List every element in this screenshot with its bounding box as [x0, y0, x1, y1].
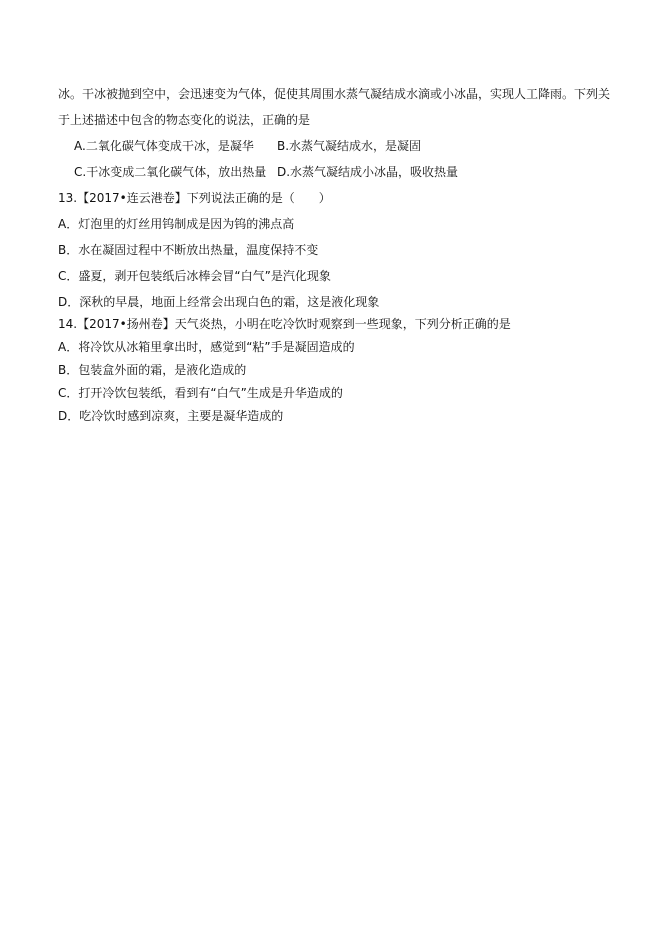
- q12-option-b: B.水蒸气凝结成水，是凝固: [277, 139, 422, 153]
- q12-options-row-1: [74, 138, 421, 154]
- q13-option-d: D．深秋的早晨，地面上经常会出现白色的霜，这是液化现象: [58, 295, 380, 309]
- q12-option-a: A.二氧化碳气体变成干冰，是凝华: [74, 139, 254, 153]
- q13-option-a: A．灯泡里的灯丝用钨制成是因为钨的沸点高: [58, 217, 295, 231]
- q14-stem: 14.【2017•扬州卷】天气炎热，小明在吃冷饮时观察到一些现象，下列分析正确的是: [58, 317, 511, 331]
- q12-options-row-2: [74, 164, 458, 180]
- intro-line-2: 于上述描述中包含的物态变化的说法，正确的是: [58, 113, 311, 127]
- q14-option-d: D．吃冷饮时感到凉爽，主要是凝华造成的: [58, 409, 284, 423]
- q13-option-b: B．水在凝固过程中不断放出热量，温度保持不变: [58, 243, 319, 257]
- q13-option-c: C．盛夏，剥开包装纸后冰棒会冒“白气”是汽化现象: [58, 269, 331, 283]
- q13-stem: 13.【2017•连云港卷】下列说法正确的是（ ）: [58, 191, 331, 205]
- q12-option-c: C.干冰变成二氧化碳气体，放出热量: [74, 165, 267, 179]
- q14-option-a: A．将冷饮从冰箱里拿出时，感觉到“粘”手是凝固造成的: [58, 340, 355, 354]
- q14-option-c: C．打开冷饮包装纸，看到有“白气”生成是升华造成的: [58, 386, 343, 400]
- q12-option-d: D.水蒸气凝结成小冰晶，吸收热量: [277, 165, 459, 179]
- intro-line-1: 冰。干冰被抛到空中，会迅速变为气体，促使其周围水蒸气凝结成水滴或小冰晶，实现人工降雨。下列关: [58, 87, 611, 101]
- q14-option-b: B．包装盒外面的霜，是液化造成的: [58, 363, 247, 377]
